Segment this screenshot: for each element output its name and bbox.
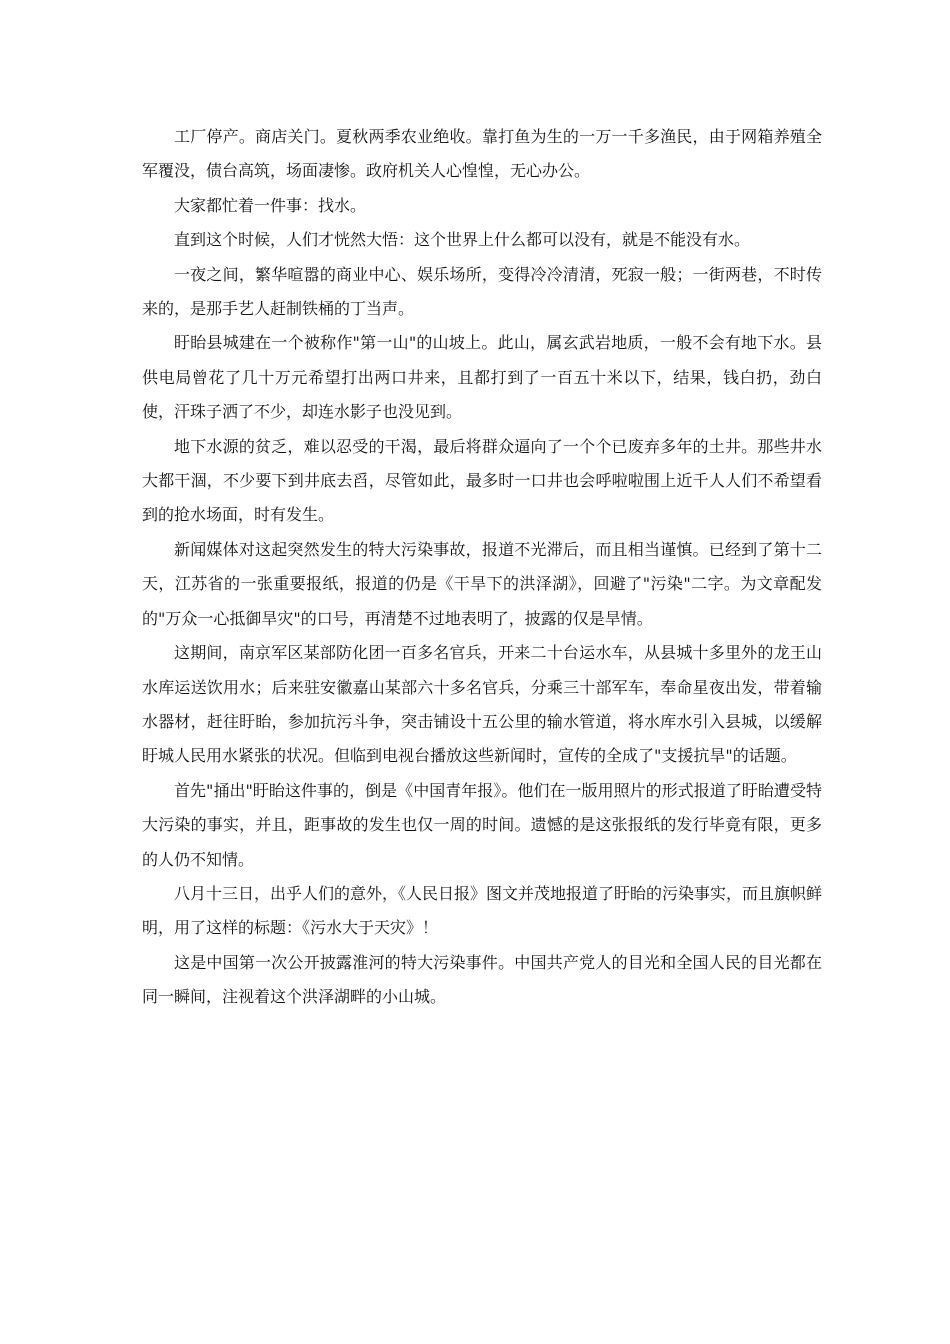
paragraph-4: 一夜之间，繁华喧嚣的商业中心、娱乐场所，变得冷冷清清，死寂一般；一街两巷，不时传来的，是那手艺人赶制铁桶的丁当声。 <box>142 264 822 319</box>
body-text <box>142 120 822 1015</box>
paragraph-5: 盱眙县城建在一个被称作"第一山"的山坡上。此山，属玄武岩地质，一般不会有地下水。县供电局曾花了几十万元希望打出两口井来，且都打到了一百五十米以下，结果，钱白扔，劲白使，汗珠子洒了不少，却连水影子也没见到。 <box>142 333 822 422</box>
paragraph-8: 这期间，南京军区某部防化团一百多名官兵，开来二十台运水车，从县城十多里外的龙王山水库运送饮用水；后来驻安徽嘉山某部六十多名官兵，分乘三十部军车，奉命星夜出发，带着输水器材，赶往盱眙，参加抗污斗争，突击铺设十五公里的输水管道，将水库水引入县城，以缓解盱城人民用水紧张的状况。但临到电视台播放这些新闻时，宣传的全成了"支援抗旱"的话题。 <box>142 643 822 766</box>
paragraph-11: 这是中国第一次公开披露淮河的特大污染事件。中国共产党人的目光和全国人民的目光都在同一瞬间，注视着这个洪泽湖畔的小山城。 <box>142 952 822 1007</box>
paragraph-1: 工厂停产。商店关门。夏秋两季农业绝收。靠打鱼为生的一万一千多渔民，由于网箱养殖全军覆没，债台高筑，场面凄惨。政府机关人心惶惶，无心办公。 <box>142 127 822 181</box>
paragraph-6: 地下水源的贫乏，难以忍受的干渴，最后将群众逼向了一个个已废弃多年的土井。那些井水大都干涸，不少要下到井底去舀，尽管如此，最多时一口井也会呼啦啦围上近千人人们不希望看到的抢水场面，时有发生。 <box>142 436 822 525</box>
paragraph-9: 首先"捅出"盱眙这件事的，倒是《中国青年报》。他们在一版用照片的形式报道了盱眙遭受特大污染的事实，并且，距事故的发生也仅一周的时间。遗憾的是这张报纸的发行毕竟有限，更多的人仍不知情。 <box>142 780 822 869</box>
paragraph-3: 直到这个时候，人们才恍然大悟：这个世界上什么都可以没有，就是不能没有水。 <box>174 230 751 250</box>
paragraph-7: 新闻媒体对这起突然发生的特大污染事故，报道不光滞后，而且相当谨慎。已经到了第十二天，江苏省的一张重要报纸，报道的仍是《干旱下的洪泽湖》，回避了"污染"二字。为文章配发的"万众一心抵御旱灾"的口号，再清楚不过地表明了，披露的仅是旱情。 <box>142 539 822 628</box>
paragraph-10: 八月十三日，出乎人们的意外，《人民日报》图文并茂地报道了盱眙的污染事实，而且旗帜鲜明，用了这样的标题：《污水大于天灾》！ <box>142 883 823 938</box>
paragraph-2: 大家都忙着一件事：找水。 <box>174 195 367 215</box>
